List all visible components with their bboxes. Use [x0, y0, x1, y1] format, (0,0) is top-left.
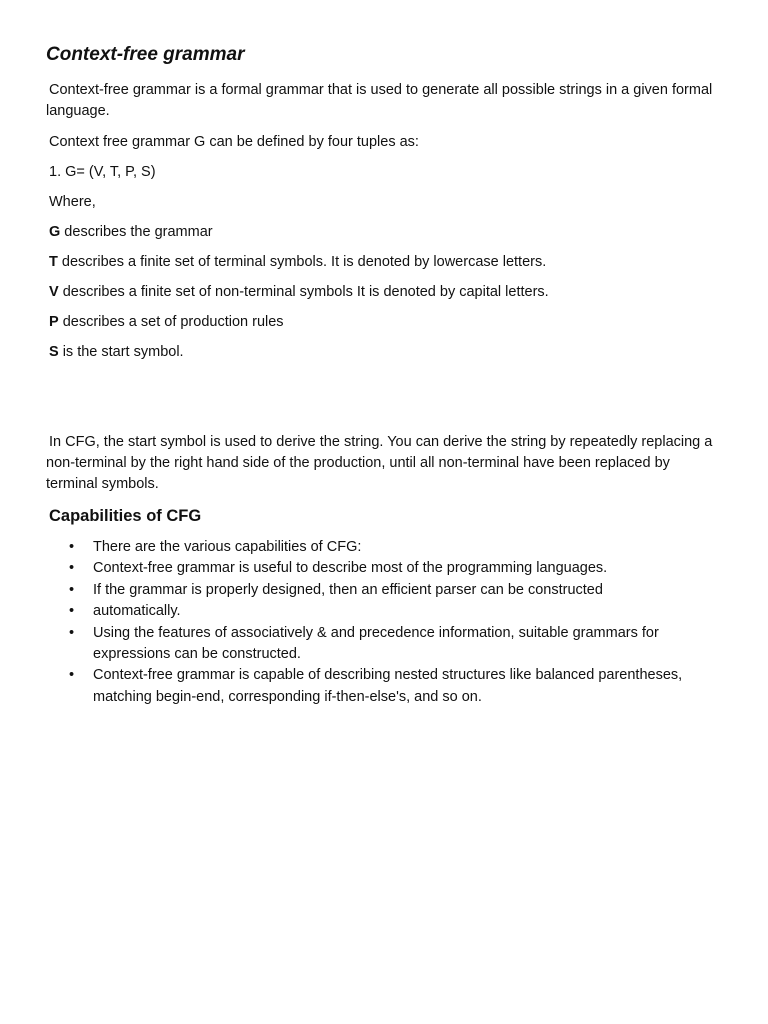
list-item — [46, 665, 718, 708]
definition-p — [46, 312, 718, 333]
definition-symbol: V — [49, 284, 59, 300]
tuple-intro: Context free grammar G can be defined by four tuples as: — [49, 134, 419, 150]
capabilities-list — [46, 537, 718, 708]
bullet-icon: • — [69, 667, 75, 684]
tuple-definition: 1. G= (V, T, P, S) — [49, 164, 156, 180]
document-page — [46, 42, 718, 708]
definition-text: describes the grammar — [60, 224, 213, 240]
bullet-icon: • — [69, 539, 75, 555]
definition-symbol: P — [49, 314, 59, 330]
definition-text: describes a finite set of terminal symbols. It is denoted by lowercase letters. — [57, 254, 547, 270]
definition-v — [46, 282, 718, 303]
bullet-icon: • — [69, 560, 75, 577]
list-item-text: If the grammar is properly designed, then an efficient parser can be constructed — [93, 581, 603, 598]
list-item — [46, 580, 718, 601]
definition-text: is the start symbol. — [58, 344, 184, 360]
definition-g — [46, 222, 718, 243]
list-item-text: Context-free grammar is useful to describe most of the programming languages. — [93, 560, 608, 577]
list-item-text: There are the various capabilities of CFG: — [93, 539, 362, 555]
list-item — [46, 537, 718, 558]
capabilities-heading: Capabilities of CFG — [49, 507, 202, 525]
page-title: Context-free grammar — [46, 44, 245, 65]
definition-text: describes a finite set of non-terminal symbols It is denoted by capital letters. — [58, 284, 549, 300]
definition-s — [46, 342, 718, 363]
derivation-paragraph: In CFG, the start symbol is used to derive the string. You can derive the string by repeatedly replacing a non-terminal by the right hand side of the production, until all non-terminal have been replaced by terminal symbols. — [46, 434, 713, 492]
where-label: Where, — [49, 194, 96, 210]
list-item — [46, 558, 718, 579]
definition-symbol: G — [49, 224, 61, 240]
definition-text: describes a set of production rules — [58, 314, 284, 330]
list-item — [46, 601, 718, 622]
definition-t — [46, 252, 718, 273]
spacer — [46, 372, 718, 432]
list-item-text: automatically. — [93, 603, 181, 620]
bullet-icon: • — [69, 624, 75, 641]
bullet-icon: • — [69, 581, 75, 598]
list-item-text: Using the features of associatively & and precedence information, suitable grammars for expressions can be constructed. — [93, 624, 659, 663]
intro-paragraph: Context-free grammar is a formal grammar that is used to generate all possible strings in a given formal language. — [46, 82, 713, 119]
list-item — [46, 623, 718, 666]
bullet-icon: • — [69, 603, 75, 620]
definition-symbol: T — [49, 254, 58, 270]
definition-symbol: S — [49, 344, 59, 360]
list-item-text: Context-free grammar is capable of describing nested structures like balanced parentheses, matching begin-end, corresponding if-then-else's, and so on. — [93, 667, 683, 705]
